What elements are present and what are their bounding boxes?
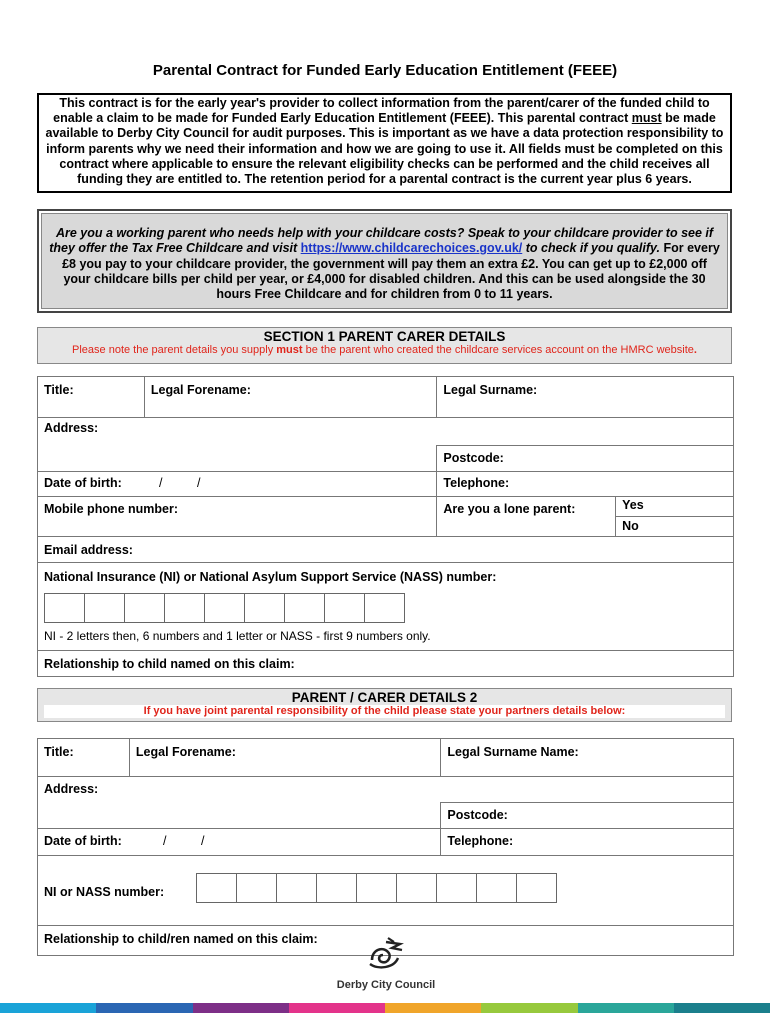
p2-title-field[interactable]: [38, 739, 130, 777]
ni-box[interactable]: [324, 593, 365, 623]
ni-box[interactable]: [476, 873, 517, 903]
section2-note: If you have joint parental responsibility of the child please state your partners details below:: [44, 705, 725, 718]
p2-telephone-label: Telephone:: [447, 834, 514, 848]
ni-box[interactable]: [196, 873, 237, 903]
dob-label: Date of birth:: [44, 476, 122, 490]
stripe-segment: [96, 1003, 192, 1013]
section1-note-dot: .: [693, 344, 697, 356]
mobile-field[interactable]: [38, 497, 437, 537]
p2-postcode-field[interactable]: [441, 803, 734, 829]
p2-surname-field[interactable]: [441, 739, 734, 777]
telephone-label: Telephone:: [443, 476, 510, 490]
ni-box[interactable]: [516, 873, 557, 903]
tfc-text: For every £8 you pay to your childcare provider, the government will pay them an extra £2. You can get up to £2,000 off your childcare bills per child per year, or £4,000 for disabled children. And this can be used alongside the 30 hours Free Childcare and for children from 0 to 11 years.: [62, 241, 720, 302]
postcode-label: Postcode:: [443, 451, 504, 465]
ni-box[interactable]: [84, 593, 125, 623]
lone-parent-yes-label: Yes: [622, 498, 644, 512]
section2-heading: PARENT / CARER DETAILS 2: [291, 690, 478, 705]
ni-box[interactable]: [44, 593, 85, 623]
p2-ni-field: [38, 856, 734, 926]
relationship-label: Relationship to child named on this claim:: [44, 657, 295, 671]
title-field[interactable]: [38, 377, 145, 418]
p2-relationship-label: Relationship to child/ren named on this claim:: [44, 932, 318, 946]
derby-ram-logo-icon: [364, 934, 408, 972]
section2-form: [37, 738, 734, 956]
p2-dob-field[interactable]: [38, 829, 441, 856]
ni-box[interactable]: [244, 593, 285, 623]
childcare-choices-link[interactable]: https://www.childcarechoices.gov.uk/: [300, 241, 523, 256]
p2-address-label: Address:: [44, 782, 99, 796]
ni-note: NI - 2 letters then, 6 numbers and 1 letter or NASS - first 9 numbers only.: [44, 629, 431, 643]
stripe-segment: [674, 1003, 770, 1013]
p2-dob-label: Date of birth:: [44, 834, 122, 848]
p2-surname-label: Legal Surname Name:: [447, 745, 579, 759]
p2-title-label: Title:: [44, 745, 74, 759]
surname-label: Legal Surname:: [443, 383, 538, 397]
title-label: Title:: [44, 383, 74, 397]
p2-forename-field[interactable]: [129, 739, 441, 777]
lone-parent-no[interactable]: [616, 517, 734, 537]
ni-box[interactable]: [124, 593, 165, 623]
stripe-segment: [193, 1003, 289, 1013]
stripe-segment: [0, 1003, 96, 1013]
ni-box[interactable]: [164, 593, 205, 623]
lone-parent-no-label: No: [622, 519, 639, 533]
section1-heading: SECTION 1 PARENT CARER DETAILS: [263, 329, 506, 344]
section1-form: [37, 376, 734, 677]
section1-note-must: must: [276, 344, 303, 356]
p2-ni-label: NI or NASS number:: [44, 885, 165, 899]
address-label: Address:: [44, 421, 99, 435]
p2-dob-sep-2: /: [201, 834, 205, 848]
ni-field: [38, 563, 734, 651]
dob-field[interactable]: [38, 472, 437, 497]
section2-header: [37, 688, 732, 722]
intro-text-a: This contract is for the early year's provider to collect information from the parent/carer of the funded child to enable a claim to be made for Funded Early Education Entitlement (FEEE). This parental contract: [53, 96, 710, 126]
ni-box[interactable]: [356, 873, 397, 903]
relationship-field[interactable]: [38, 651, 734, 677]
lone-parent-label: Are you a lone parent:: [443, 502, 576, 516]
address-field-cont[interactable]: [38, 446, 437, 472]
ni-box[interactable]: [364, 593, 405, 623]
logo-text: Derby City Council: [336, 979, 436, 991]
stripe-segment: [385, 1003, 481, 1013]
intro-notice: [37, 93, 732, 193]
p2-address-field[interactable]: [38, 777, 734, 803]
ni-box[interactable]: [284, 593, 325, 623]
mobile-label: Mobile phone number:: [44, 502, 179, 516]
p2-forename-label: Legal Forename:: [135, 745, 236, 759]
ni-box[interactable]: [396, 873, 437, 903]
address-field[interactable]: [38, 418, 734, 446]
page-title: Parental Contract for Funded Early Education Entitlement (FEEE): [152, 62, 618, 79]
surname-field[interactable]: [437, 377, 734, 418]
lone-parent-yes[interactable]: [616, 497, 734, 517]
tfc-italic-a: Are you a working parent who needs help with your childcare costs? Speak to your childcare provider to see if they offer the Tax Free Childcare and visit: [49, 226, 714, 256]
ni-box[interactable]: [436, 873, 477, 903]
ni-box[interactable]: [236, 873, 277, 903]
stripe-segment: [578, 1003, 674, 1013]
p2-telephone-field[interactable]: [441, 829, 734, 856]
intro-text-b: be made available to Derby City Council for audit purposes. This is important as we have a data protection responsibility to inform parents why we need their information and how we are going to use it. All fields must be completed on this contract where applicable to ensure the relevant eligibility checks can be performed and the child receives all funding they are entitled to. The retention period for a parental contract is the current year plus 6 years.: [45, 111, 724, 187]
ni-boxes[interactable]: [44, 593, 727, 623]
email-field[interactable]: [38, 537, 734, 563]
section1-note-b: be the parent who created the childcare services account on the HMRC website: [302, 344, 694, 356]
forename-label: Legal Forename:: [150, 383, 251, 397]
email-label: Email address:: [44, 543, 133, 557]
ni-box[interactable]: [316, 873, 357, 903]
tax-free-childcare-notice: [37, 209, 732, 313]
p2-postcode-label: Postcode:: [447, 808, 508, 822]
forename-field[interactable]: [144, 377, 437, 418]
lone-parent-question: [437, 497, 616, 537]
p2-dob-sep-1: /: [163, 834, 167, 848]
ni-box[interactable]: [276, 873, 317, 903]
p2-ni-boxes[interactable]: [196, 873, 557, 903]
stripe-segment: [289, 1003, 385, 1013]
dob-sep-1: /: [159, 476, 163, 490]
section1-note: [38, 344, 731, 356]
intro-must: must: [631, 111, 662, 126]
stripe-segment: [481, 1003, 577, 1013]
footer-color-stripe: [0, 1003, 770, 1013]
postcode-field[interactable]: [437, 446, 734, 472]
derby-city-council-logo: [334, 934, 438, 991]
p2-address-field-cont[interactable]: [38, 803, 441, 829]
ni-box[interactable]: [204, 593, 245, 623]
tfc-italic-b: to check if you qualify.: [522, 241, 661, 256]
section1-header: [37, 327, 732, 364]
dob-sep-2: /: [197, 476, 201, 490]
ni-label: National Insurance (NI) or National Asylum Support Service (NASS) number:: [44, 570, 497, 584]
section1-note-a: Please note the parent details you supply: [72, 344, 277, 356]
telephone-field[interactable]: [437, 472, 734, 497]
